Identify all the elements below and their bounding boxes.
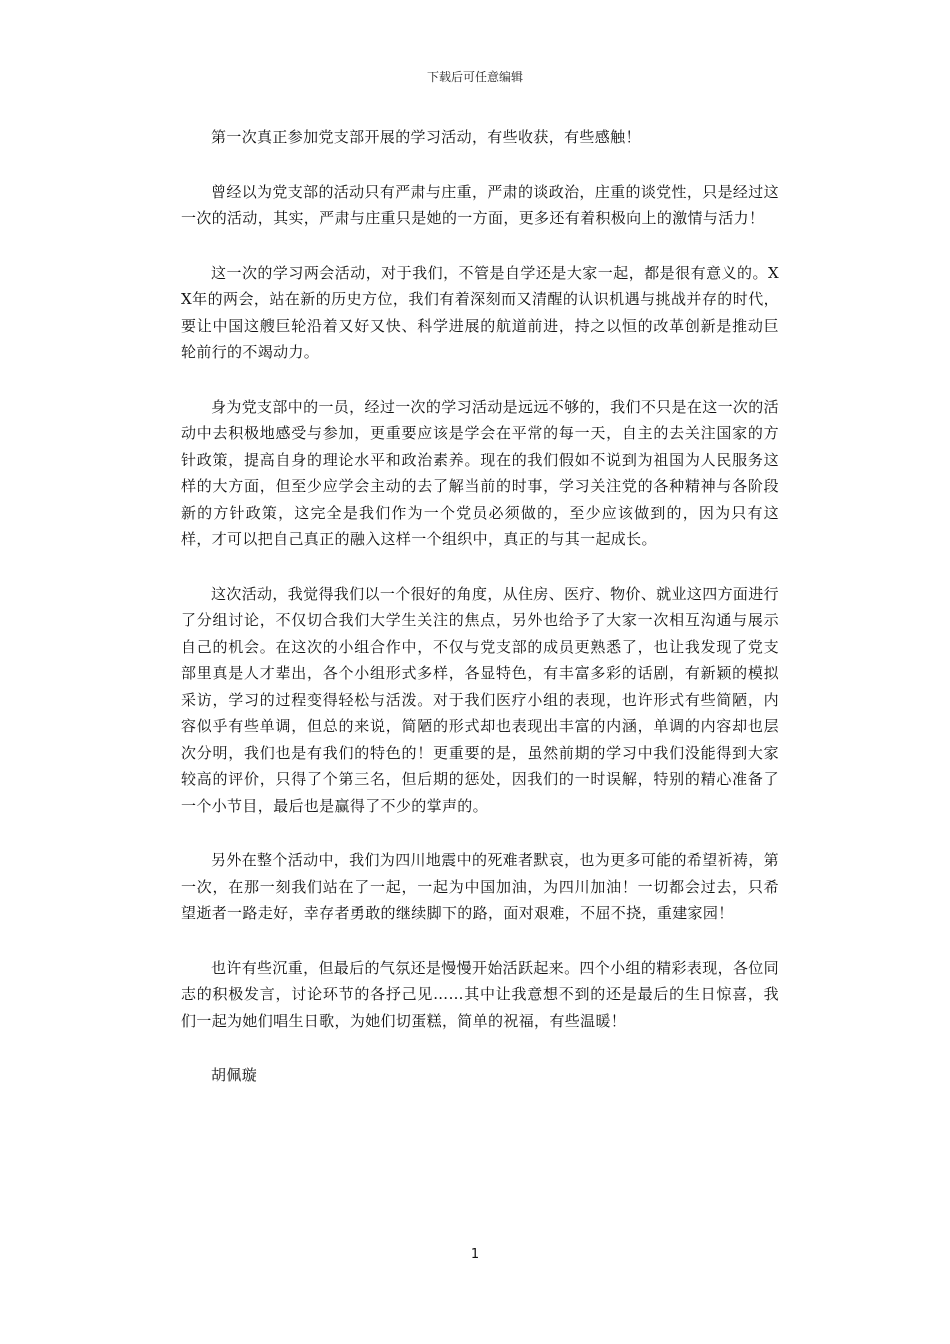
page-header-note: 下载后可任意编辑 [426,70,523,84]
paragraph-impression: 曾经以为党支部的活动只有严肃与庄重，严肃的谈政治，庄重的谈党性，只是经过这一次的活动，其实，严肃与庄重只是她的一方面，更多还有着积极向上的激情与活力！ [181,182,779,227]
paragraph-two-sessions: 这一次的学习两会活动，对于我们，不管是自学还是大家一起，都是很有意义的。XX年的两会，站在新的历史方位，我们有着深刻而又清醒的认识机遇与挑战并存的时代，要让中国这艘巨轮沿着又好又快、科学进展的航道前进，持之以恒的改革创新是推动巨轮前行的不竭动力。 [181,263,779,361]
page-number: 1 [470,1247,480,1262]
document-body [181,124,779,1089]
paragraph-birthday-surprise: 也许有些沉重，但最后的气氛还是慢慢开始活跃起来。四个小组的精彩表现，各位同志的积极发言，讨论环节的各抒己见……其中让我意想不到的还是最后的生日惊喜，我们一起为她们唱生日歌，为她们切蛋糕，简单的祝福，有些温暖！ [181,958,779,1030]
paragraph-intro: 第一次真正参加党支部开展的学习活动，有些收获，有些感触！ [211,128,641,146]
paragraph-party-member: 身为党支部中的一员，经过一次的学习活动是远远不够的，我们不只是在这一次的活动中去积极地感受与参加，更重要应该是学会在平常的每一天，自主的去关注国家的方针政策，提高自身的理论水平和政治素养。现在的我们假如不说到为祖国为人民服务这样的大方面，但至少应学会主动的去了解当前的时事，学习关注党的各种精神与各阶段新的方针政策，这完全是我们作为一个党员必须做的，至少应该做到的，因为只有这样，才可以把自己真正的融入这样一个组织中，真正的与其一起成长。 [181,397,779,548]
author-signature: 胡佩璇 [211,1066,258,1084]
paragraph-sichuan-earthquake: 另外在整个活动中，我们为四川地震中的死难者默哀，也为更多可能的希望祈祷，第一次，在那一刻我们站在了一起，一起为中国加油，为四川加油！一切都会过去，只希望逝者一路走好，幸存者勇敢的继续脚下的路，面对艰难，不屈不挠，重建家园！ [181,851,779,922]
paragraph-group-discussion: 这次活动，我觉得我们以一个很好的角度，从住房、医疗、物价、就业这四方面进行了分组讨论，不仅切合我们大学生关注的焦点，另外也给予了大家一次相互沟通与展示自己的机会。在这次的小组合作中，不仅与党支部的成员更熟悉了，也让我发现了党支部里真是人才辈出，各个小组形式多样，各显特色，有丰富多彩的话剧，有新颖的模拟采访，学习的过程变得轻松与活泼。对于我们医疗小组的表现，也许形式有些简陋，内容似乎有些单调，但总的来说，简陋的形式却也表现出丰富的内涵，单调的内容却也层次分明，我们也是有我们的特色的！更重要的是，虽然前期的学习中我们没能得到大家较高的评价，只得了个第三名，但后期的惩处，因我们的一时误解，特别的精心准备了一个小节目，最后也是赢得了不少的掌声的。 [181,584,779,815]
